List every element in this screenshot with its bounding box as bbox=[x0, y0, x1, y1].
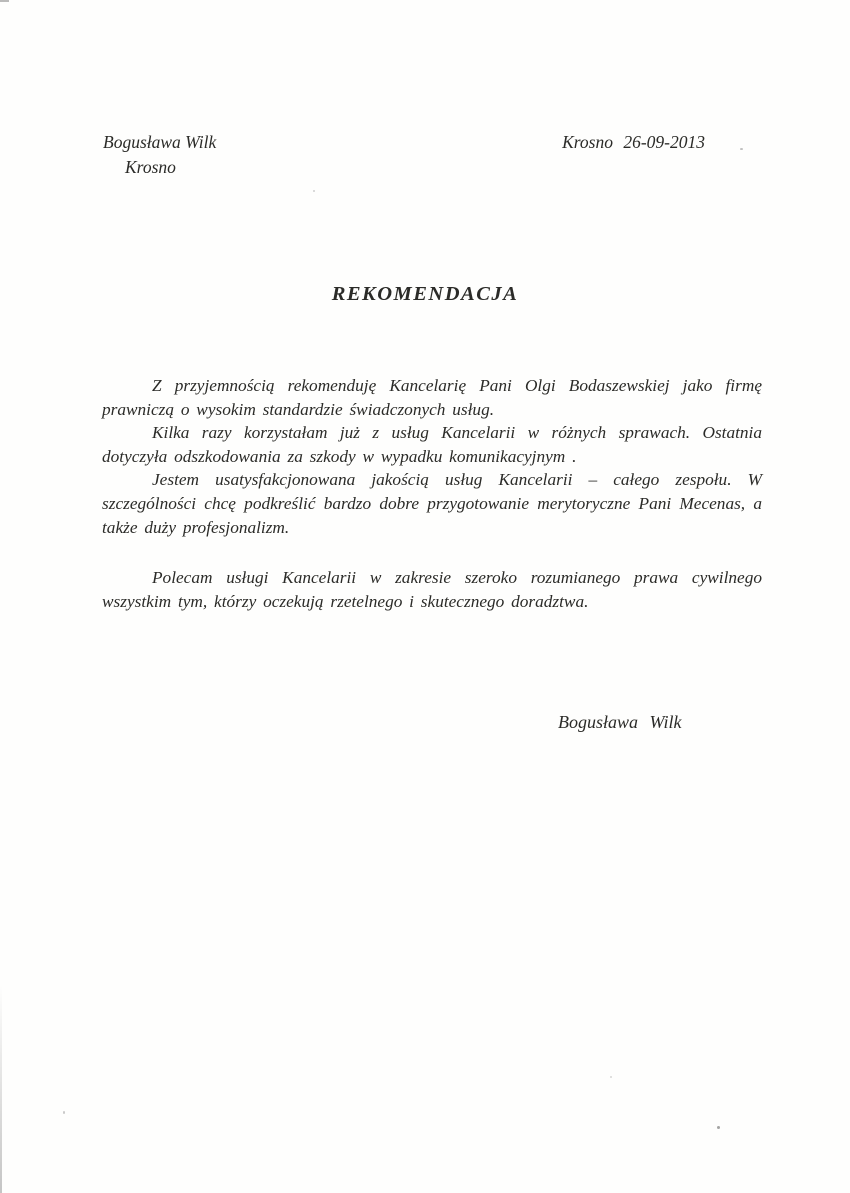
scan-speck bbox=[717, 1126, 720, 1129]
letter-paragraph: Kilka razy korzystałam już z usług Kancelarii w różnych sprawach. Ostatnia dotyczyła odszkodowania za szkody w wypadku komunikacyjnym . bbox=[102, 423, 762, 466]
sender-city: Krosno bbox=[125, 157, 176, 177]
scan-speck bbox=[610, 1076, 612, 1078]
sender-block bbox=[103, 130, 216, 180]
scan-corner-mark bbox=[0, 0, 9, 2]
signature-name: Bogusława Wilk bbox=[558, 712, 682, 732]
place-and-date: Krosno 26-09-2013 bbox=[562, 132, 705, 152]
scan-speck bbox=[63, 1111, 65, 1114]
letter-paragraph: Z przyjemnością rekomenduję Kancelarię Pani Olgi Bodaszewskiej jako firmę prawniczą o wysokim standardzie świadczonych usług. bbox=[102, 376, 762, 419]
letter-paragraph: Polecam usługi Kancelarii w zakresie szeroko rozumianego prawa cywilnego wszystkim tym, którzy oczekują rzetelnego i skutecznego doradztwa. bbox=[102, 568, 762, 611]
document-title: REKOMENDACJA bbox=[331, 283, 519, 305]
letter-paragraph: Jestem usatysfakcjonowana jakością usług Kancelarii – całego zespołu. W szczególności chcę podkreślić bardzo dobre przygotowanie merytoryczne Pani Mecenas, a także duży profesjonalizm. bbox=[102, 470, 762, 537]
letter-body bbox=[102, 374, 762, 613]
scan-speck bbox=[313, 190, 315, 192]
letterhead bbox=[103, 130, 760, 180]
sender-name: Bogusława Wilk bbox=[103, 132, 217, 152]
scan-edge-shadow bbox=[0, 985, 2, 1193]
